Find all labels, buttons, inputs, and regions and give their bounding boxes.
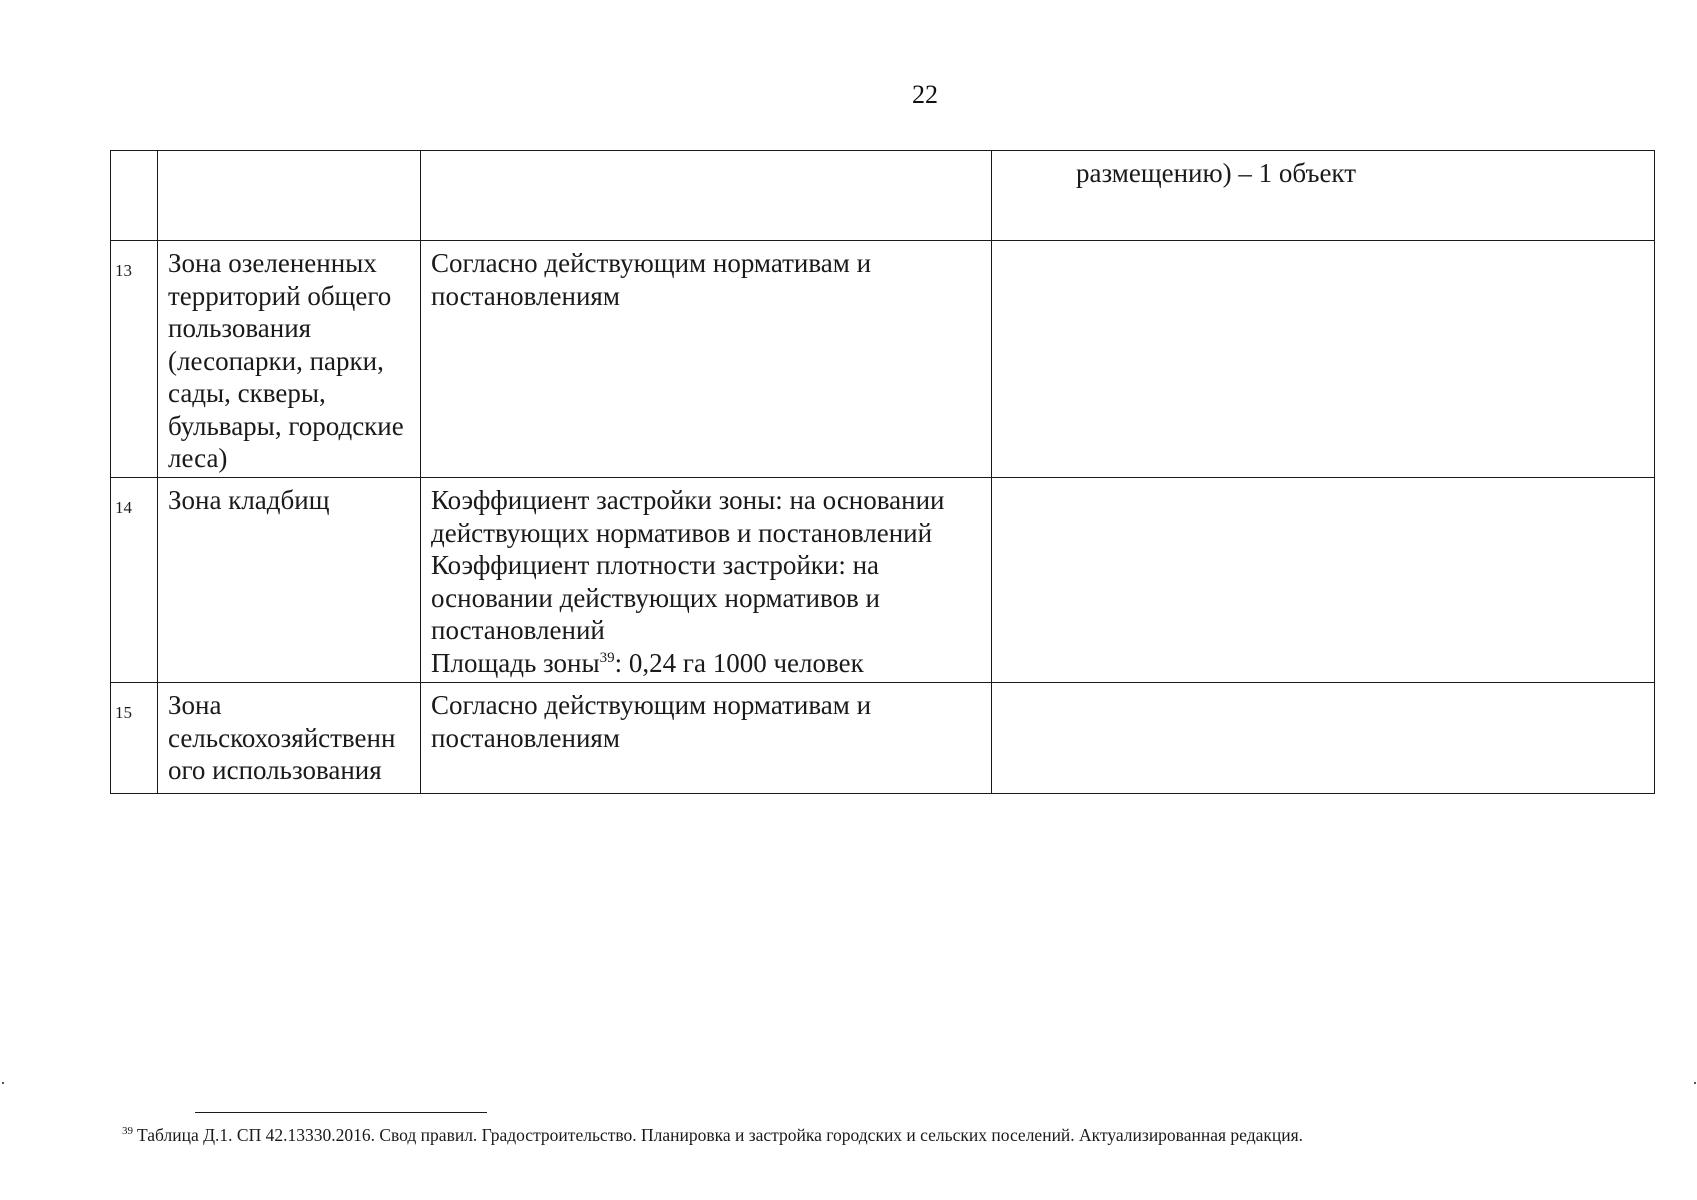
footnote-text: Таблица Д.1. СП 42.13330.2016. Свод правил. Градостроительство. Планировка и застройка городских и сельских поселений. Актуализированная редакция. (137, 1125, 1304, 1145)
zone-name-line: Зона кладбищ (168, 485, 330, 515)
parameter-line: Коэффициент плотности застройки: на (431, 550, 880, 580)
zone-name-line: пользования (168, 313, 312, 343)
table-row (111, 241, 1655, 478)
note-cell (992, 151, 1655, 241)
table-row (111, 683, 1655, 794)
zone-name-cell (158, 478, 421, 683)
parameter-line: основании действующих нормативов и (431, 582, 881, 613)
parameters-cell (421, 151, 992, 241)
footnote-separator (195, 1112, 487, 1113)
parameters-cell (421, 478, 992, 683)
row-number-cell (111, 151, 158, 241)
parameter-line: Согласно действующим нормативам и (431, 690, 872, 720)
parameters-cell (421, 241, 992, 478)
parameter-line: Коэффициент застройки зоны: на основании (431, 485, 945, 515)
note-continuation-text: размещению) – 1 объект (1076, 158, 1356, 188)
zone-name-line: территорий общего (168, 280, 392, 311)
note-cell (992, 241, 1655, 478)
parameter-line: постановлениям (431, 722, 620, 753)
table-row-continuation (111, 151, 1655, 241)
scan-speck (1694, 1082, 1696, 1084)
zone-name-line: сады, скверы, (168, 378, 326, 408)
zone-name-cell (158, 241, 421, 478)
area-line (431, 647, 991, 680)
parameter-line: Согласно действующим нормативам и (431, 248, 872, 278)
zone-name-line: Зона озелененных (168, 248, 377, 278)
zone-name-line: сельскохозяйственн (168, 722, 396, 753)
zone-name-line: ого использования (168, 755, 382, 785)
zone-name-line: леса) (168, 443, 228, 473)
footnote-reference[interactable]: 39 (599, 649, 615, 666)
parameters-cell (421, 683, 992, 794)
row-number-cell: 13 (111, 241, 158, 478)
area-label: Площадь зоны (431, 647, 600, 678)
footnote-marker: 39 (122, 1125, 133, 1138)
note-cell (992, 683, 1655, 794)
parameter-line: постановлений (431, 615, 605, 645)
zone-name-line: Зона (168, 690, 222, 720)
area-value: : 0,24 га 1000 человек (614, 647, 864, 678)
zone-name-line: бульвары, городские (168, 410, 404, 441)
table-row (111, 478, 1655, 683)
page-number: 22 (912, 80, 938, 109)
note-cell (992, 478, 1655, 683)
parameter-line: действующих нормативов и постановлений (431, 517, 933, 548)
zone-name-cell (158, 151, 421, 241)
row-number-cell: 14 (111, 478, 158, 683)
parameter-line: постановлениям (431, 280, 620, 311)
footnote (122, 1125, 1303, 1146)
zone-name-line: (лесопарки, парки, (168, 345, 384, 376)
zone-name-cell (158, 683, 421, 794)
scan-speck (2, 1082, 4, 1084)
zones-table (110, 150, 1655, 794)
row-number-cell: 15 (111, 683, 158, 794)
